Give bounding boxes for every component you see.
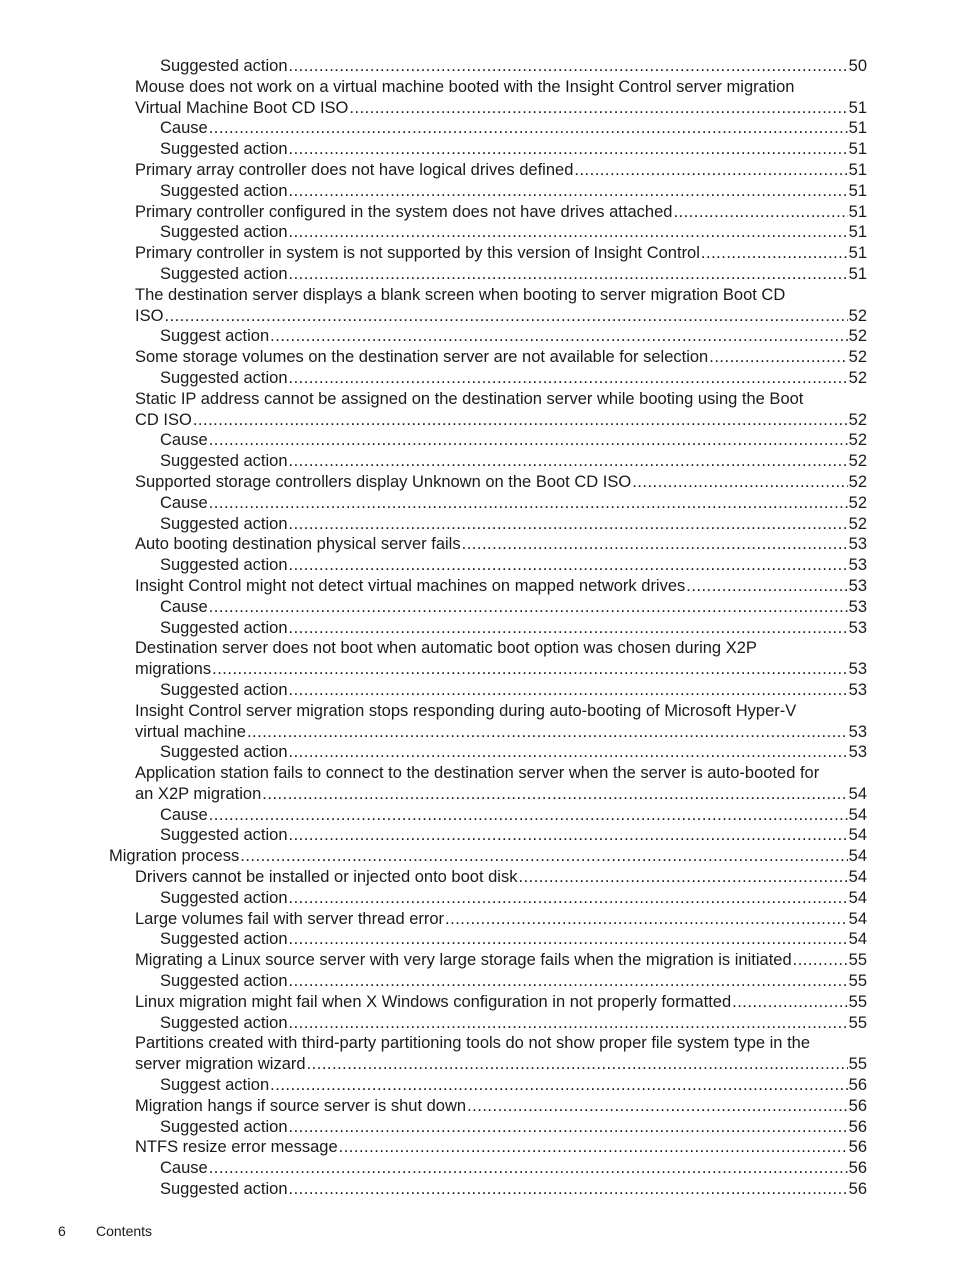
toc-entry[interactable] <box>135 202 867 223</box>
toc-entry-title: Cause <box>160 1159 208 1178</box>
dot-leader <box>709 347 847 368</box>
toc-entry-title: Large volumes fail with server thread error <box>135 909 445 928</box>
toc-entry-title: CD ISO <box>135 410 192 429</box>
toc-entry-title: an X2P migration <box>135 784 262 803</box>
toc-entry-title-line: Application station fails to connect to the destination server when the server is auto-booted for <box>135 764 820 783</box>
toc-entry-page-number: 54 <box>848 847 867 866</box>
dot-leader <box>289 222 848 243</box>
toc-entry-leader-line <box>135 1096 867 1117</box>
toc-entry[interactable] <box>160 1075 867 1096</box>
toc-entry-title: Suggested action <box>160 1180 288 1199</box>
toc-entry-leader-line <box>160 825 867 846</box>
toc-entry-title-line: Insight Control server migration stops responding during auto-booting of Microsoft Hyper-V <box>135 701 797 720</box>
toc-entry[interactable] <box>135 472 867 493</box>
toc-entry-page-number: 53 <box>848 743 867 762</box>
dot-leader <box>164 306 847 327</box>
toc-entry[interactable] <box>160 1179 867 1200</box>
toc-entry-leader-line <box>135 722 867 743</box>
toc-entry-title-line: Destination server does not boot when automatic boot option was chosen during X2P <box>135 639 757 658</box>
dot-leader <box>193 410 848 431</box>
toc-entry[interactable] <box>135 285 867 327</box>
dot-leader <box>467 1096 848 1117</box>
toc-entry[interactable] <box>160 264 867 285</box>
toc-entry-title: Suggested action <box>160 223 288 242</box>
toc-entry[interactable] <box>135 77 867 119</box>
toc-entry-page-number: 55 <box>848 1055 867 1074</box>
toc-entry-leader-line <box>135 160 867 181</box>
toc-entry-leader-line <box>160 493 867 514</box>
toc-entry-leader-line <box>135 534 867 555</box>
toc-entry-page-number: 53 <box>848 680 867 699</box>
toc-entry-leader-line <box>160 430 867 451</box>
dot-leader <box>518 867 847 888</box>
toc-entry-title: virtual machine <box>135 722 246 741</box>
toc-entry-page-number: 51 <box>848 244 867 263</box>
toc-entry-title: Some storage volumes on the destination server are not available for selection <box>135 348 709 367</box>
toc-entry[interactable] <box>160 618 867 639</box>
toc-entry[interactable] <box>160 597 867 618</box>
toc-entry-page-number: 54 <box>848 868 867 887</box>
toc-entry-title: Suggested action <box>160 140 288 159</box>
toc-entry-page-number: 52 <box>848 306 867 325</box>
toc-entry-title-line: Partitions created with third-party partitioning tools do not show proper file system type in the <box>135 1034 811 1053</box>
toc-entry-leader-line <box>160 971 867 992</box>
dot-leader <box>262 784 847 805</box>
toc-entry[interactable] <box>160 825 867 846</box>
toc-entry-page-number: 55 <box>848 972 867 991</box>
toc-entry-leader-line <box>135 909 867 930</box>
toc-entry[interactable] <box>160 888 867 909</box>
toc-entry[interactable] <box>135 638 867 680</box>
toc-entry-title: Suggested action <box>160 1117 288 1136</box>
toc-entry-title: Suggested action <box>160 264 288 283</box>
toc-entry[interactable] <box>135 909 867 930</box>
dot-leader <box>289 56 848 77</box>
toc-entry[interactable] <box>160 222 867 243</box>
toc-entry-leader-line <box>135 243 867 264</box>
dot-leader <box>686 576 847 597</box>
toc-entry-page-number: 56 <box>848 1096 867 1115</box>
dot-leader <box>247 722 848 743</box>
dot-leader <box>289 888 848 909</box>
dot-leader <box>339 1137 848 1158</box>
toc-entry-title: Suggested action <box>160 618 288 637</box>
toc-entry-leader-line <box>135 472 867 493</box>
toc-entry[interactable] <box>135 867 867 888</box>
page-footer <box>58 1223 152 1239</box>
toc-entry[interactable] <box>135 576 867 597</box>
toc-entry[interactable] <box>135 1096 867 1117</box>
toc-entry-title: Suggested action <box>160 972 288 991</box>
dot-leader <box>270 326 847 347</box>
dot-leader <box>212 659 848 680</box>
toc-entry-title: migrations <box>135 660 212 679</box>
toc-entry-title: Suggested action <box>160 181 288 200</box>
table-of-contents <box>0 56 954 1200</box>
toc-entry-page-number: 53 <box>848 535 867 554</box>
toc-entry-page-number: 52 <box>848 327 867 346</box>
toc-entry[interactable] <box>160 451 867 472</box>
toc-entry-leader-line <box>135 410 867 431</box>
toc-entry-leader-line <box>160 451 867 472</box>
toc-entry-leader-line <box>160 597 867 618</box>
toc-entry-page-number: 56 <box>848 1159 867 1178</box>
toc-entry-page-number: 51 <box>848 119 867 138</box>
toc-entry[interactable] <box>160 139 867 160</box>
dot-leader <box>349 98 847 119</box>
dot-leader <box>289 1117 848 1138</box>
toc-entry-page-number: 55 <box>848 1013 867 1032</box>
toc-entry-leader-line <box>160 368 867 389</box>
toc-entry-leader-line <box>160 1013 867 1034</box>
toc-entry-leader-line <box>160 929 867 950</box>
toc-entry-page-number: 53 <box>848 618 867 637</box>
toc-entry-page-number: 56 <box>848 1076 867 1095</box>
toc-entry-leader-line <box>135 784 867 805</box>
toc-entry-leader-line <box>160 742 867 763</box>
dot-leader <box>462 534 848 555</box>
toc-entry[interactable] <box>160 805 867 826</box>
toc-entry-title: Primary array controller does not have logical drives defined <box>135 160 574 179</box>
toc-entry[interactable] <box>135 992 867 1013</box>
toc-entry-leader-line <box>135 992 867 1013</box>
toc-entry-title: Suggested action <box>160 888 288 907</box>
toc-entry-title: Suggest action <box>160 327 270 346</box>
toc-entry[interactable] <box>135 347 867 368</box>
toc-entry-leader-line <box>135 1054 867 1075</box>
toc-entry[interactable] <box>135 534 867 555</box>
toc-entry-title: Suggested action <box>160 556 288 575</box>
toc-entry-leader-line <box>135 659 867 680</box>
toc-entry-page-number: 52 <box>848 348 867 367</box>
dot-leader <box>209 430 848 451</box>
toc-entry-title: NTFS resize error message <box>135 1138 338 1157</box>
toc-entry-page-number: 51 <box>848 223 867 242</box>
toc-entry-leader-line <box>160 181 867 202</box>
dot-leader <box>209 805 848 826</box>
toc-entry[interactable] <box>160 1013 867 1034</box>
toc-entry-title: Cause <box>160 597 208 616</box>
toc-entry-page-number: 51 <box>848 264 867 283</box>
dot-leader <box>240 846 847 867</box>
dot-leader <box>732 992 848 1013</box>
toc-entry[interactable] <box>135 389 867 431</box>
dot-leader <box>289 1179 848 1200</box>
toc-entry[interactable] <box>160 326 867 347</box>
toc-entry-leader-line <box>160 118 867 139</box>
dot-leader <box>289 139 848 160</box>
toc-entry-page-number: 52 <box>848 493 867 512</box>
toc-entry-page-number: 52 <box>848 410 867 429</box>
toc-entry-page-number: 56 <box>848 1117 867 1136</box>
toc-entry-title: Supported storage controllers display Unknown on the Boot CD ISO <box>135 472 632 491</box>
dot-leader <box>289 451 848 472</box>
dot-leader <box>574 160 847 181</box>
toc-entry-page-number: 53 <box>848 722 867 741</box>
toc-entry-leader-line <box>135 306 867 327</box>
toc-entry[interactable] <box>135 160 867 181</box>
dot-leader <box>701 243 848 264</box>
toc-entry[interactable] <box>160 493 867 514</box>
toc-entry[interactable] <box>135 1137 867 1158</box>
toc-entry-page-number: 52 <box>848 452 867 471</box>
toc-entry-title: Cause <box>160 805 208 824</box>
toc-entry[interactable] <box>135 701 867 743</box>
toc-entry-page-number: 54 <box>848 805 867 824</box>
toc-entry[interactable] <box>160 56 867 77</box>
dot-leader <box>632 472 847 493</box>
toc-entry-title: Suggested action <box>160 368 288 387</box>
toc-entry-page-number: 53 <box>848 597 867 616</box>
toc-entry-title: Cause <box>160 431 208 450</box>
toc-entry-leader-line <box>135 1137 867 1158</box>
dot-leader <box>307 1054 848 1075</box>
toc-entry[interactable] <box>160 181 867 202</box>
toc-entry-title: Suggested action <box>160 452 288 471</box>
toc-entry-title: Cause <box>160 493 208 512</box>
dot-leader <box>289 181 848 202</box>
toc-entry-leader-line <box>160 222 867 243</box>
toc-entry-page-number: 54 <box>848 909 867 928</box>
toc-entry-page-number: 54 <box>848 930 867 949</box>
toc-entry-title: Suggested action <box>160 743 288 762</box>
toc-entry-leader-line <box>160 680 867 701</box>
toc-entry-page-number: 56 <box>848 1138 867 1157</box>
toc-entry[interactable] <box>160 555 867 576</box>
toc-entry-title: Auto booting destination physical server fails <box>135 535 461 554</box>
toc-entry-page-number: 55 <box>848 951 867 970</box>
toc-entry-page-number: 52 <box>848 368 867 387</box>
dot-leader <box>289 1013 848 1034</box>
toc-entry-title: Suggest action <box>160 1076 270 1095</box>
toc-entry-leader-line <box>160 56 867 77</box>
toc-entry-title: Suggested action <box>160 514 288 533</box>
toc-entry[interactable] <box>160 1158 867 1179</box>
dot-leader <box>289 742 848 763</box>
toc-entry-page-number: 50 <box>848 57 867 75</box>
toc-entry-page-number: 51 <box>848 160 867 179</box>
toc-entry-title: Cause <box>160 119 208 138</box>
toc-entry[interactable] <box>109 846 867 867</box>
footer-section-title: Contents <box>96 1223 153 1239</box>
toc-entry-leader-line <box>135 867 867 888</box>
toc-entry[interactable] <box>160 929 867 950</box>
dot-leader <box>793 950 848 971</box>
toc-entry-title: Linux migration might fail when X Windows configuration in not properly formatted <box>135 992 732 1011</box>
toc-entry-title: Primary controller in system is not supported by this version of Insight Control <box>135 244 700 263</box>
dot-leader <box>209 1158 848 1179</box>
toc-entry-leader-line <box>160 1158 867 1179</box>
toc-entry-leader-line <box>135 98 867 119</box>
toc-entry-leader-line <box>160 264 867 285</box>
toc-entry-page-number: 54 <box>848 784 867 803</box>
toc-entry-title: Drivers cannot be installed or injected onto boot disk <box>135 868 518 887</box>
dot-leader <box>289 514 848 535</box>
dot-leader <box>445 909 848 930</box>
toc-entry-title: Suggested action <box>160 826 288 845</box>
toc-entry-page-number: 54 <box>848 826 867 845</box>
toc-entry[interactable] <box>160 430 867 451</box>
dot-leader <box>289 929 848 950</box>
toc-entry-leader-line <box>160 139 867 160</box>
toc-entry-page-number: 51 <box>848 202 867 221</box>
toc-entry-title: Insight Control might not detect virtual machines on mapped network drives <box>135 576 686 595</box>
dot-leader <box>289 555 848 576</box>
toc-entry-leader-line <box>160 805 867 826</box>
toc-entry[interactable] <box>160 514 867 535</box>
toc-entry[interactable] <box>135 243 867 264</box>
dot-leader <box>209 493 848 514</box>
toc-entry-title: ISO <box>135 306 164 325</box>
toc-entry-page-number: 54 <box>848 888 867 907</box>
toc-entry[interactable] <box>135 950 867 971</box>
toc-entry-title: Migrating a Linux source server with very large storage fails when the migration is initiated <box>135 951 792 970</box>
toc-entry-page-number: 53 <box>848 576 867 595</box>
dot-leader <box>289 680 848 701</box>
toc-entry-title: Suggested action <box>160 57 288 75</box>
toc-entry-leader-line <box>135 576 867 597</box>
toc-entry-title-line: The destination server displays a blank screen when booting to server migration Boot CD <box>135 285 786 304</box>
toc-entry-title: Migration hangs if source server is shut down <box>135 1096 467 1115</box>
toc-entry-page-number: 55 <box>848 992 867 1011</box>
toc-entry-leader-line <box>160 514 867 535</box>
dot-leader <box>289 825 848 846</box>
toc-entry-title-line: Mouse does not work on a virtual machine booted with the Insight Control server migration <box>135 77 795 96</box>
toc-entry[interactable] <box>135 1033 867 1075</box>
dot-leader <box>270 1075 847 1096</box>
toc-entry-page-number: 51 <box>848 98 867 117</box>
toc-entry-leader-line <box>135 202 867 223</box>
dot-leader <box>289 971 848 992</box>
toc-entry-leader-line <box>160 618 867 639</box>
toc-entry[interactable] <box>160 680 867 701</box>
toc-entry[interactable] <box>160 368 867 389</box>
toc-entry-leader-line <box>109 846 867 867</box>
toc-entry-title: Migration process <box>109 847 240 866</box>
toc-entry[interactable] <box>160 118 867 139</box>
dot-leader <box>289 618 848 639</box>
dot-leader <box>673 202 847 223</box>
dot-leader <box>289 368 848 389</box>
toc-entry[interactable] <box>160 971 867 992</box>
toc-entry-page-number: 53 <box>848 556 867 575</box>
toc-entry[interactable] <box>160 1117 867 1138</box>
toc-entry-page-number: 52 <box>848 472 867 491</box>
toc-entry-leader-line <box>135 950 867 971</box>
toc-entry-title: Primary controller configured in the system does not have drives attached <box>135 202 673 221</box>
toc-entry-page-number: 53 <box>848 660 867 679</box>
dot-leader <box>209 597 848 618</box>
dot-leader <box>289 264 848 285</box>
footer-page-number: 6 <box>58 1223 66 1239</box>
toc-entry-leader-line <box>160 555 867 576</box>
toc-entry-leader-line <box>160 326 867 347</box>
toc-entry-page-number: 56 <box>848 1180 867 1199</box>
toc-entry-title: server migration wizard <box>135 1055 306 1074</box>
toc-entry-leader-line <box>160 888 867 909</box>
toc-entry-title: Virtual Machine Boot CD ISO <box>135 98 349 117</box>
toc-entry-leader-line <box>160 1075 867 1096</box>
toc-entry-page-number: 51 <box>848 140 867 159</box>
toc-entry[interactable] <box>135 763 867 805</box>
toc-entry-title-line: Static IP address cannot be assigned on the destination server while booting using the Boot <box>135 389 804 408</box>
toc-entry-page-number: 51 <box>848 181 867 200</box>
toc-entry-leader-line <box>160 1179 867 1200</box>
toc-entry-title: Suggested action <box>160 680 288 699</box>
toc-entry-title: Suggested action <box>160 930 288 949</box>
toc-entry-leader-line <box>160 1117 867 1138</box>
toc-entry-leader-line <box>135 347 867 368</box>
toc-entry-page-number: 52 <box>848 431 867 450</box>
toc-entry[interactable] <box>160 742 867 763</box>
toc-entry-title: Suggested action <box>160 1013 288 1032</box>
dot-leader <box>209 118 848 139</box>
toc-entry-page-number: 52 <box>848 514 867 533</box>
